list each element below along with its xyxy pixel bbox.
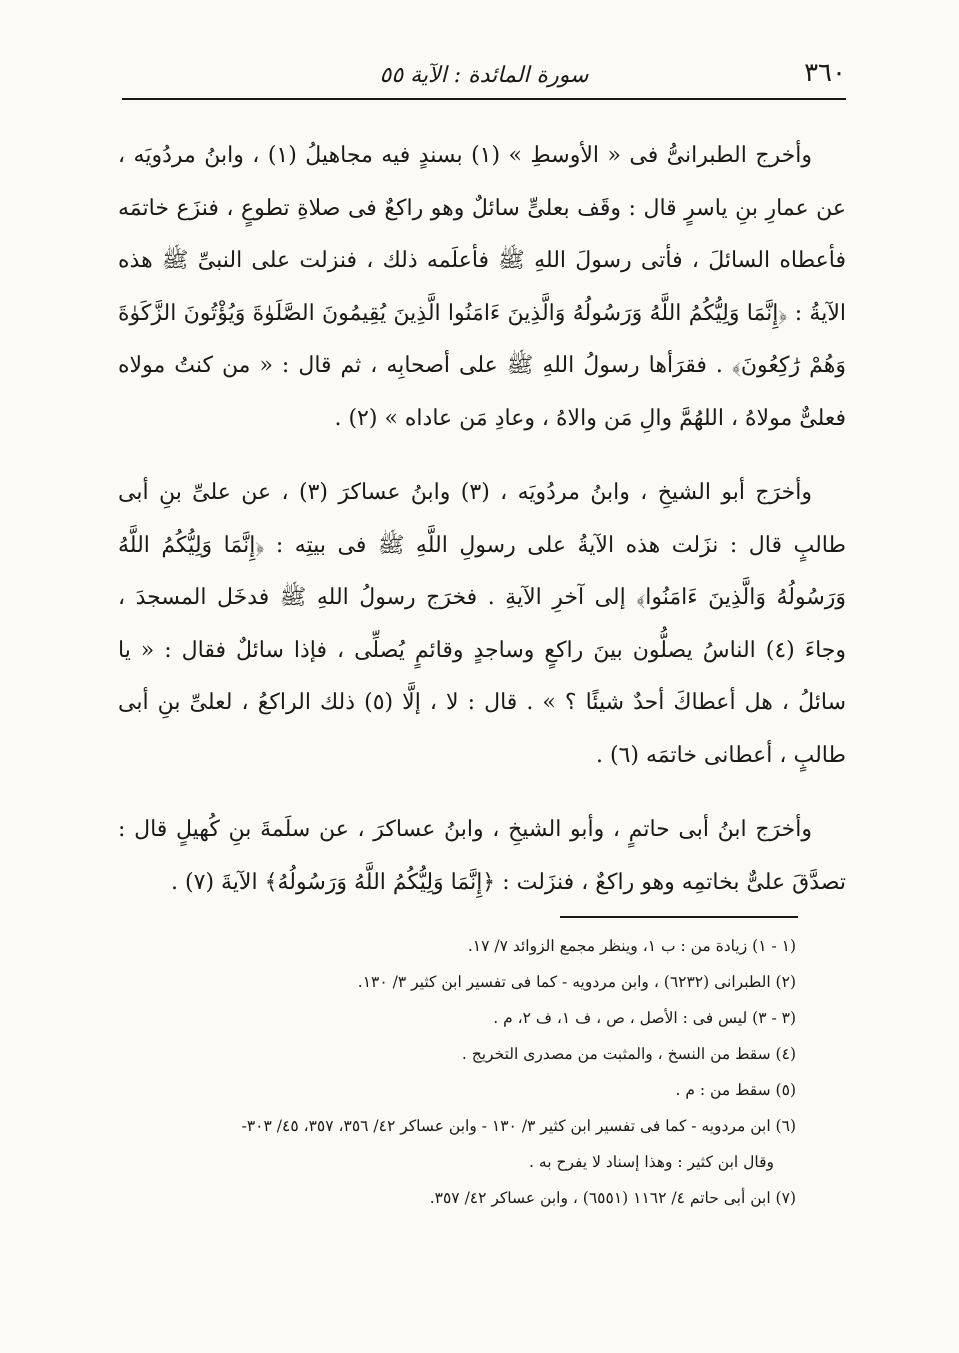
running-title: سورة المائدة : الآية ٥٥: [379, 63, 589, 88]
footnote: (٢) الطبرانى (٦٢٣٢) ، وابن مردويه - كما فى تفسير ابن كثير ٣/ ١٣٠.: [357, 973, 796, 991]
footnotes: [110, 928, 796, 1216]
footnote: (٣ - ٣) ليس فى : الأصل ، ص ، ف ١، ف ٢، م .: [493, 1009, 796, 1027]
footnote: (٦) ابن مردويه - كما فى تفسير ابن كثير ٣/ ١٣٠ - وابن عساكر ٤٢/ ٣٥٦، ٣٥٧، ٤٥/ ٣٠٣-: [241, 1117, 796, 1135]
paragraph: وأخرَج ابنُ أبى حاتمٍ ، وأبو الشيخِ ، وابنُ عساكرَ ، عن سلَمةَ بنِ كُهيلٍ قال : تصدَّقَ علىٌّ بخاتمِه وهو راكعٌ ، فنزَلت : ﴿إِنَّمَا وَلِيُّكُمُ اللَّهُ وَرَسُولُهُ﴾ الآيةَ (٧) .: [118, 817, 846, 895]
header-rule: [122, 98, 846, 100]
page-number: ٣٦٠: [804, 58, 846, 88]
footnote-rule: [560, 916, 798, 918]
paragraph: وأخرَج أبو الشيخِ ، وابنُ مردُويَه ، (٣) وابنُ عساكرَ (٣) ، عن علىِّ بنِ أبى طالبٍ قال : نزَلت هذه الآيةُ على رسولِ اللَّهِ ﷺ فى بيتِه : ﴿إِنَّمَا وَلِيُّكُمُ اللَّهُ وَرَسُولُهُ وَالَّذِينَ ءَامَنُوا﴾ إلى آخرِ الآيةِ . فخرَج رسولُ اللهِ ﷺ فدخَل المسجدَ ، وجاءَ (٤) الناسُ يصلُّون بينَ راكعٍ وساجدٍ وقائمٍ يُصلِّى ، فإذا سائلٌ فقال : « يا سائلُ ، هل أعطاكَ أحدٌ شيئًا ؟ » . قال : لا ، إلَّا (٥) ذلك الراكعُ ، لعلىِّ بنِ أبى طالبٍ ، أعطانى خاتمَه (٦) .: [118, 480, 846, 768]
main-text: [118, 130, 846, 909]
footnote-continuation: وقال ابن كثير : وهذا إسناد لا يفرح به .: [529, 1153, 774, 1171]
footnote: (٥) سقط من : م .: [675, 1081, 796, 1099]
page-header: [122, 52, 846, 92]
paragraph: وأخرج الطبرانىُّ فى « الأوسطِ » (١) بسندٍ فيه مجاهيلُ (١) ، وابنُ مردُويَه ، عن عمارِ بنِ ياسرٍ قال : وقَف بعلىٍّ سائلٌ وهو راكعٌ فى صلاةِ تطوعٍ ، فنزَع خاتمَه فأعطاه السائلَ ، فأتى رسولَ اللهِ ﷺ فأعلَمه ذلك ، فنزلت على النبىِّ ﷺ هذه الآيةُ : ﴿إِنَّمَا وَلِيُّكُمُ اللَّهُ وَرَسُولُهُ وَالَّذِينَ ءَامَنُوا الَّذِينَ يُقِيمُونَ الصَّلَوٰةَ وَيُؤْتُونَ الزَّكَوٰةَ وَهُمْ رَٰكِعُونَ﴾ . فقرَأها رسولُ اللهِ ﷺ على أصحابِه ، ثم قال : « من كنتُ مولاه فعلىٌّ مولاهُ ، اللهُمَّ والِ مَن والاهُ ، وعادِ مَن عاداه » (٢) .: [118, 143, 846, 431]
footnote: (١ - ١) زيادة من : ب ١، وينظر مجمع الزوائد ٧/ ١٧.: [467, 937, 796, 955]
footnote: (٤) سقط من النسخ ، والمثبت من مصدرى التخريج .: [461, 1045, 796, 1063]
footnote: (٧) ابن أبى حاتم ٤/ ١١٦٢ (٦٥٥١) ، وابن عساكر ٤٢/ ٣٥٧.: [429, 1189, 796, 1207]
